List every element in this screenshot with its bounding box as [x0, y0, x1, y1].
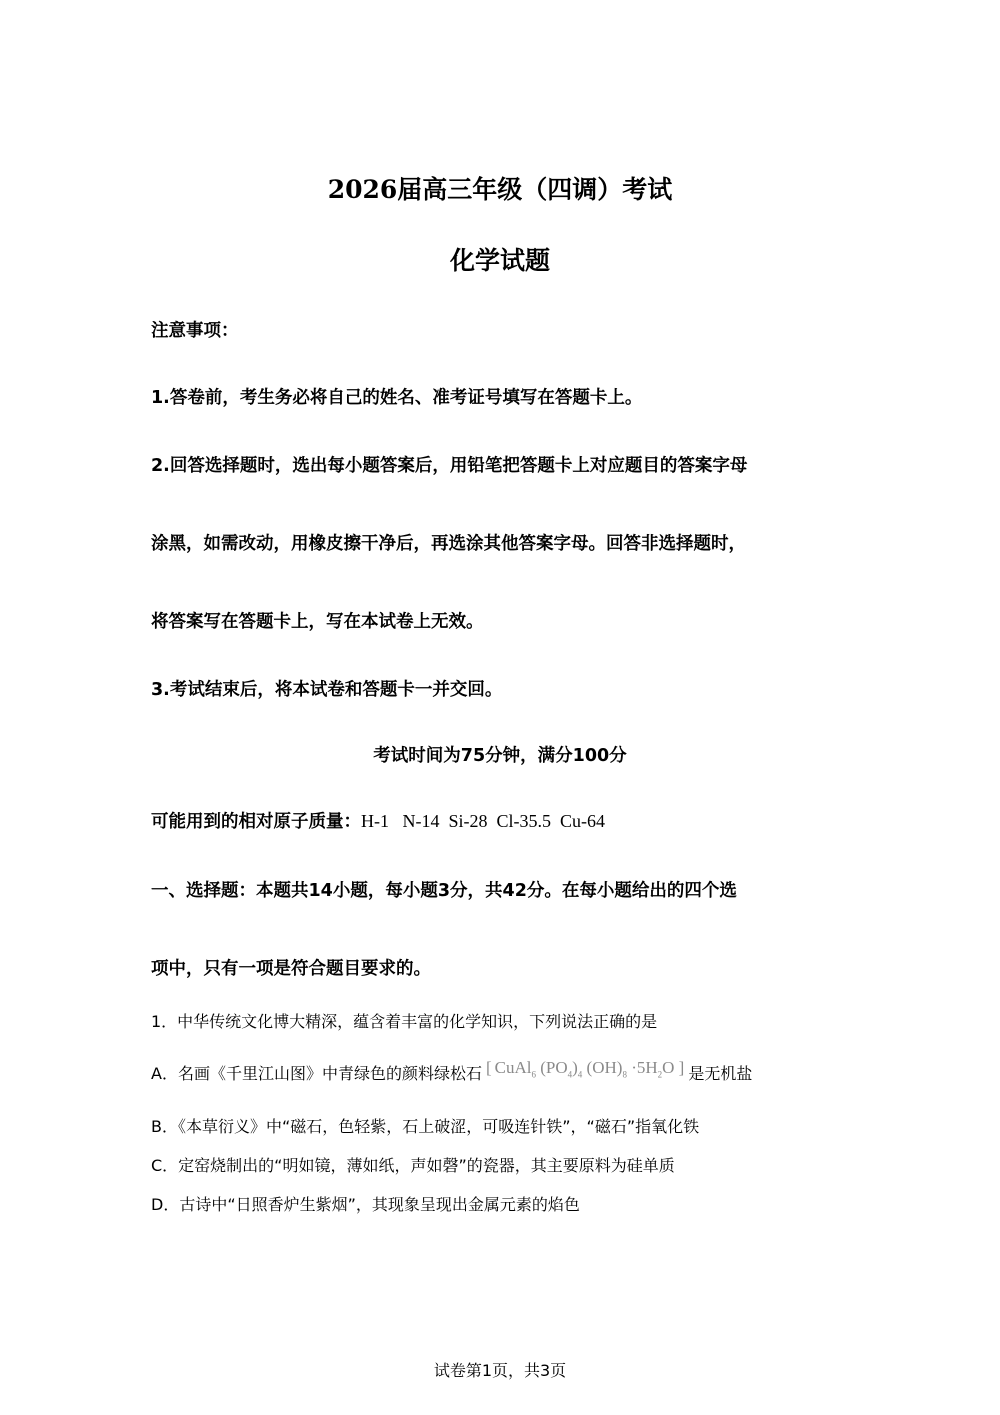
notice-heading: 注意事项：	[151, 321, 239, 341]
notice-item-2-line-2: 涂黑，如需改动，用橡皮擦干净后，再选涂其他答案字母。回答非选择题时，	[151, 534, 746, 554]
turquoise-formula: [ CuAl$_6$ $(PO_4)_4$ $(OH)_8 \cdot 5H_2O$ ]	[485, 1057, 685, 1080]
page-footer: 试卷第1页，共3页	[433, 1361, 567, 1380]
exam-time-info: 考试时间为75分钟，满分100分	[373, 746, 627, 766]
atomic-mass-line	[151, 808, 605, 833]
exam-title: 2026届高三年级（四调）考试	[327, 175, 673, 204]
question-1-option-a	[151, 1057, 753, 1085]
subject-title: 化学试题	[449, 246, 550, 275]
section-1-heading-line-1: 一、选择题：本题共14小题，每小题3分，共42分。在每小题给出的四个选	[151, 881, 737, 901]
atomic-mass-values: H-1 N-14 Si-28 Cl-35.5 Cu-64	[361, 811, 605, 831]
option-a-suffix: 是无机盐	[688, 1064, 753, 1083]
question-1-stem: 1．中华传统文化博大精深，蕴含着丰富的化学知识，下列说法正确的是	[151, 1012, 658, 1031]
notice-item-3: 3.考试结束后，将本试卷和答题卡一并交回。	[151, 680, 503, 700]
question-1-option-d: D．古诗中“日照香炉生紫烟”，其现象呈现出金属元素的焰色	[151, 1195, 580, 1214]
notice-item-1: 1.答卷前，考生务必将自己的姓名、准考证号填写在答题卡上。	[151, 388, 643, 408]
option-a-text: A．名画《千里江山图》中青绿色的颜料绿松石	[151, 1064, 482, 1083]
atomic-mass-label: 可能用到的相对原子质量：	[151, 812, 361, 832]
notice-item-2-line-3: 将答案写在答题卡上，写在本试卷上无效。	[151, 612, 484, 632]
question-1-option-c: C．定窑烧制出的“明如镜，薄如纸，声如磬”的瓷器，其主要原料为硅单质	[151, 1156, 675, 1175]
section-1-heading-line-2: 项中，只有一项是符合题目要求的。	[151, 959, 431, 979]
notice-item-2-line-1: 2.回答选择题时，选出每小题答案后，用铅笔把答题卡上对应题目的答案字母	[151, 456, 748, 476]
question-1-option-b: B．《本草衍义》中“磁石，色轻紫，石上破涩，可吸连针铁”，“磁石”指氧化铁	[151, 1117, 700, 1136]
